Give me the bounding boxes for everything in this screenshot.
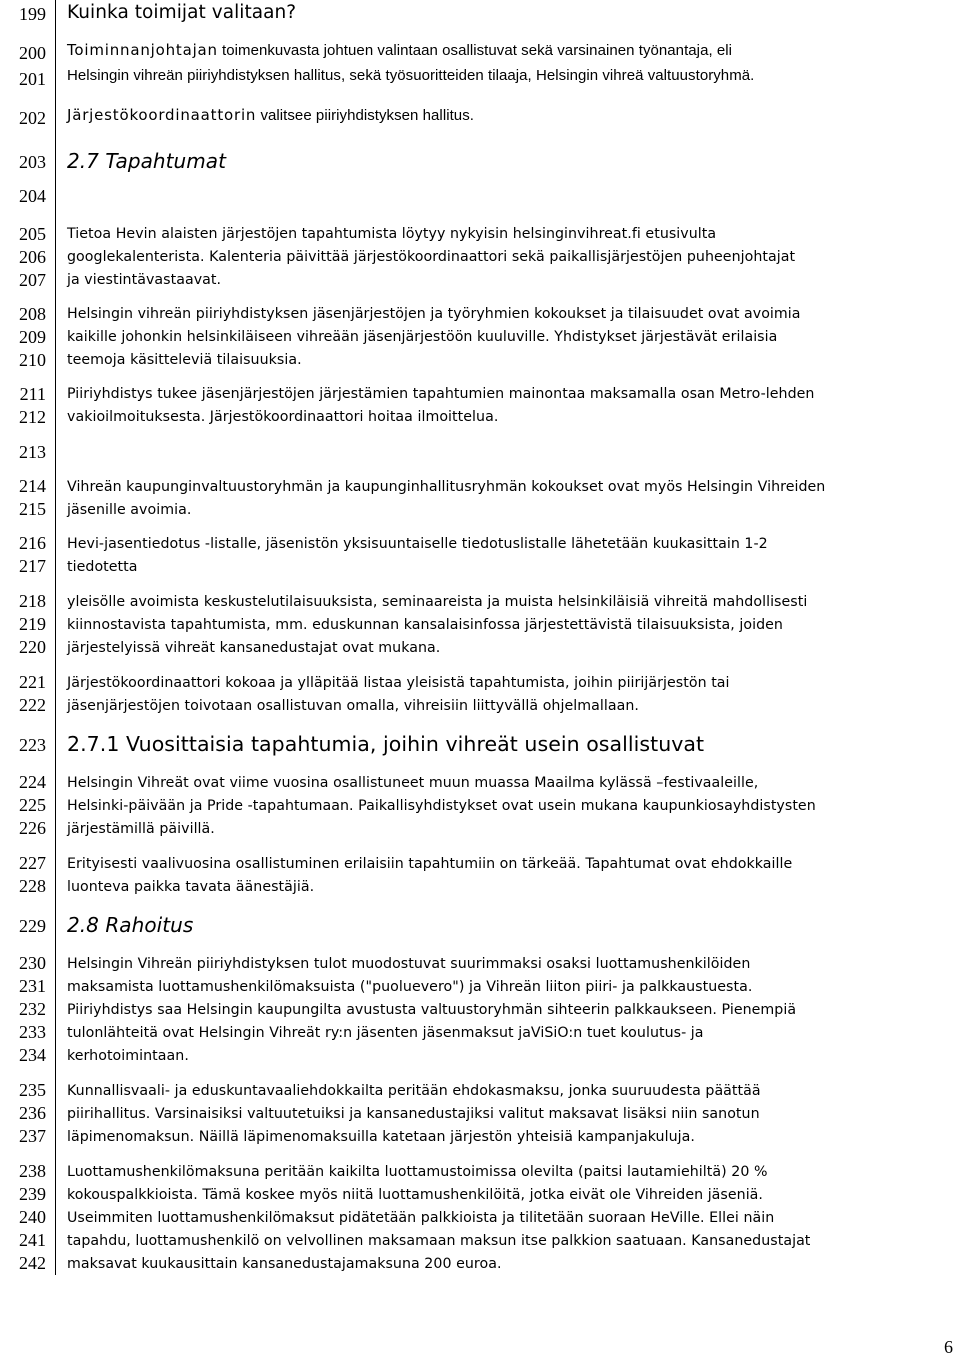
line-number: 217	[19, 556, 46, 576]
paragraph-line: maksamista luottamushenkilömaksuista ("puoluevero") ja Vihreän liiton piiri- ja palkkaustuesta.	[67, 979, 753, 995]
paragraph-line: Helsingin Vihreän piiriyhdistyksen tulot muodostuvat suurimmaksi osaksi luottamushenkilöiden	[67, 956, 751, 972]
line-number: 221	[19, 672, 46, 692]
paragraph-line: Helsingin vihreän piiriyhdistyksen jäsenjärjestöjen ja työryhmien kokoukset ja tilaisuudet ovat avoimia	[67, 306, 801, 322]
paragraph-line: kerhotoimintaan.	[67, 1048, 189, 1064]
paragraph-line: Helsingin Vihreät ovat viime vuosina osallistuneet muun muassa Maailma kylässä –festivaaleille,	[67, 775, 759, 791]
line-number: 211	[19, 384, 46, 404]
paragraph-line: jäsenjärjestöjen toivotaan osallistuvan omalla, vihreisiin liittyvällä ohjelmallaan.	[67, 698, 639, 714]
paragraph-line: Helsinki-päivään ja Pride -tapahtumaan. Paikallisyhdistykset ovat usein mukana kaupunkiosayhdistysten	[67, 798, 816, 814]
line-number: 203	[19, 152, 46, 172]
paragraph-line: Kunnallisvaali- ja eduskuntavaaliehdokkailta peritään ehdokasmaksu, jonka suuruudesta päättää	[67, 1083, 761, 1099]
line-number: 199	[19, 4, 46, 24]
line-number: 236	[19, 1103, 46, 1123]
paragraph-line: teemoja käsitteleviä tilaisuuksia.	[67, 352, 302, 368]
paragraph-line: tiedotetta	[67, 559, 138, 575]
paragraph-line: Useimmiten luottamushenkilömaksut pidätetään palkkioista ja tilitetään suoraan HeVille. Ellei näin	[67, 1210, 775, 1226]
paragraph-line: järjestämillä päivillä.	[67, 821, 215, 837]
paragraph-line: kiinnostavista tapahtumista, mm. eduskunnan kansalaisinfossa järjestettävistä tilaisuuksista, joiden	[67, 617, 783, 633]
paragraph-line: Järjestökoordinaattori kokoaa ja ylläpitää listaa yleisistä tapahtumista, joihin piirijärjestön tai	[67, 675, 730, 691]
paragraph-line	[67, 42, 732, 59]
line-number: 201	[19, 69, 46, 89]
emphasis-term: Järjestökoordinaattorin	[67, 106, 257, 124]
line-number: 237	[19, 1126, 46, 1146]
line-number: 231	[19, 976, 46, 996]
paragraph-line: kokouspalkkioista. Tämä koskee myös niitä luottamushenkilöitä, jotka eivät ole Vihreiden jäseniä.	[67, 1187, 763, 1203]
line-number: 202	[19, 108, 46, 128]
line-number: 228	[19, 876, 46, 896]
line-number: 239	[19, 1184, 46, 1204]
line-number: 242	[19, 1253, 46, 1273]
line-number: 209	[19, 327, 46, 347]
line-number: 229	[19, 916, 46, 936]
paragraph-line: läpimenomaksun. Näillä läpimenomaksuilla katetaan järjestön yhteisiä kampanjakuluja.	[67, 1129, 695, 1145]
line-number: 227	[19, 853, 46, 873]
paragraph-line: yleisölle avoimista keskustelutilaisuuksista, seminaareista ja muista helsinkiläisiä vihreitä mahdollisesti	[67, 594, 808, 610]
line-number: 232	[19, 999, 46, 1019]
line-number: 224	[19, 772, 46, 792]
paragraph-line: Piiriyhdistys tukee jäsenjärjestöjen järjestämien tapahtumien mainontaa maksamalla osan Metro-lehden	[67, 386, 815, 402]
line-number: 205	[19, 224, 46, 244]
paragraph-line: Erityisesti vaalivuosina osallistuminen erilaisiin tapahtumiin on tärkeää. Tapahtumat ovat ehdokkaille	[67, 856, 793, 872]
paragraph-line: tulonlähteitä ovat Helsingin Vihreät ry:n jäsenten jäsenmaksut jaViSiO:n tuet koulutus- ja	[67, 1025, 704, 1041]
line-number: 219	[19, 614, 46, 634]
emphasis-term: Toiminnanjohtajan	[67, 41, 218, 59]
line-number: 214	[19, 476, 46, 496]
line-number: 210	[19, 350, 46, 370]
paragraph-line: ja viestintävastaavat.	[67, 272, 222, 288]
line-number: 206	[19, 247, 46, 267]
line-number: 234	[19, 1045, 46, 1065]
paragraph-line: järjestelyissä vihreät kansanedustajat ovat mukana.	[67, 640, 441, 656]
line-number: 230	[19, 953, 46, 973]
line-number: 225	[19, 795, 46, 815]
paragraph-line: Luottamushenkilömaksuna peritään kaikilta luottamustoimissa olevilta (paitsi lautamiehiltä) 20 %	[67, 1164, 768, 1180]
line-number: 215	[19, 499, 46, 519]
line-number: 218	[19, 591, 46, 611]
line-number-divider	[55, 0, 56, 1275]
paragraph-line: piirihallitus. Varsinaisiksi valtuutetuiksi ja kansanedustajiksi valitut maksavat lisäksi niin sanotun	[67, 1106, 760, 1122]
line-number: 216	[19, 533, 46, 553]
line-number: 223	[19, 735, 46, 755]
paragraph-line: Helsingin vihreän piiriyhdistyksen hallitus, sekä työsuoritteiden tilaaja, Helsingin vihreä valtuustoryhmä.	[67, 67, 755, 84]
line-number: 207	[19, 270, 46, 290]
line-number: 240	[19, 1207, 46, 1227]
line-number: 235	[19, 1080, 46, 1100]
paragraph-text: valitsee piiriyhdistyksen hallitus.	[256, 107, 474, 124]
paragraph-line: vakioilmoituksesta. Järjestökoordinaattori hoitaa ilmoittelua.	[67, 409, 499, 425]
line-number: 226	[19, 818, 46, 838]
line-number: 241	[19, 1230, 46, 1250]
line-number: 212	[19, 407, 46, 427]
intro-heading: Kuinka toimijat valitaan?	[67, 2, 297, 23]
section-heading-2-7-1: 2.7.1 Vuosittaisia tapahtumia, joihin vihreät usein osallistuvat	[67, 732, 705, 756]
paragraph-line: Tietoa Hevin alaisten järjestöjen tapahtumista löytyy nykyisin helsinginvihreat.fi etusivulta	[67, 226, 717, 242]
line-number: 213	[19, 442, 46, 462]
paragraph-line: jäsenille avoimia.	[67, 502, 192, 518]
paragraph-line	[67, 107, 474, 124]
line-number: 200	[19, 43, 46, 63]
line-number: 222	[19, 695, 46, 715]
paragraph-line: luonteva paikka tavata äänestäjiä.	[67, 879, 315, 895]
paragraph-line: googlekalenterista. Kalenteria päivittää järjestökoordinaattori sekä paikallisjärjestöjen puheenjohtajat	[67, 249, 796, 265]
paragraph-line: Vihreän kaupunginvaltuustoryhmän ja kaupunginhallitusryhmän kokoukset ovat myös Helsingin Vihreiden	[67, 479, 826, 495]
paragraph-line: tapahdu, luottamushenkilö on velvollinen maksamaan maksun itse palkkion saatuaan. Kansanedustajat	[67, 1233, 811, 1249]
line-number: 208	[19, 304, 46, 324]
line-number: 204	[19, 186, 46, 206]
page-number: 6	[944, 1337, 953, 1357]
paragraph-line: maksavat kuukausittain kansanedustajamaksuna 200 euroa.	[67, 1256, 502, 1272]
paragraph-line: Hevi-jasentiedotus -listalle, jäsenistön yksisuuntaiselle tiedotuslistalle lähetetään kuukasittain 1-2	[67, 536, 768, 552]
paragraph-line: Piiriyhdistys saa Helsingin kaupungilta avustusta valtuustoryhmän sihteerin palkkaukseen. Pienempiä	[67, 1002, 797, 1018]
section-heading-2-8: 2.8 Rahoitus	[67, 913, 194, 937]
paragraph-text: toimenkuvasta johtuen valintaan osallistuvat sekä varsinainen työnantaja, eli	[217, 42, 733, 59]
section-heading-2-7: 2.7 Tapahtumat	[67, 149, 226, 173]
line-number: 220	[19, 637, 46, 657]
line-number: 238	[19, 1161, 46, 1181]
paragraph-line: kaikille johonkin helsinkiläiseen vihreään jäsenjärjestöön kuuluville. Yhdistykset järjestävät erilaisia	[67, 329, 778, 345]
line-number: 233	[19, 1022, 46, 1042]
